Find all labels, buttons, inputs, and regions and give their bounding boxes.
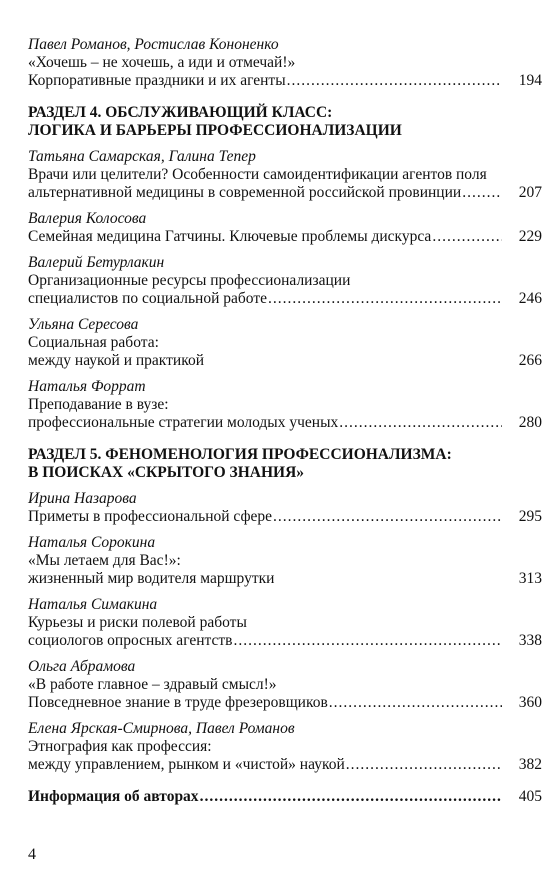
dot-leader: [339, 414, 502, 432]
table-of-contents: [28, 36, 542, 806]
entry-authors: Ольга Абрамова: [28, 658, 136, 675]
dot-leader: [273, 508, 502, 526]
entry-authors: Наталья Форрат: [28, 378, 146, 395]
toc-entry: [28, 534, 542, 588]
toc-entry: [28, 378, 542, 432]
entry-title-last-line: [28, 352, 542, 370]
toc-entry: [28, 490, 542, 526]
entry-authors: Ульяна Сересова: [28, 316, 139, 333]
entry-page-number: 246: [518, 290, 542, 307]
entry-page-number: 229: [518, 228, 542, 245]
section-heading: [28, 104, 542, 140]
entry-title-text: жизненный мир водителя маршрутки: [28, 570, 275, 587]
section-heading-line: РАЗДЕЛ 4. ОБСЛУЖИВАЮЩИЙ КЛАСС:: [28, 104, 333, 121]
entry-authors: Валерий Бетурлакин: [28, 254, 165, 271]
toc-entry: [28, 316, 542, 370]
entry-title-line: Социальная работа:: [28, 334, 159, 351]
entry-title-last-line: [28, 228, 542, 246]
toc-entry: [28, 658, 542, 712]
entry-page-number: 295: [518, 508, 542, 525]
entry-title-text: между наукой и практикой: [28, 352, 204, 369]
entry-authors: Павел Романов, Ростислав Кононенко: [28, 36, 279, 53]
entry-title-last-line: [28, 290, 542, 308]
entry-title-text: специалистов по социальной работе: [28, 290, 267, 307]
entry-title-line: Этнография как профессия:: [28, 738, 212, 755]
toc-entry: [28, 36, 542, 90]
entry-title-line: Организационные ресурсы профессионализации: [28, 272, 351, 289]
entry-title-text: социологов опросных агентств: [28, 632, 233, 649]
entry-title-text: между управлением, рынком и «чистой» наукой: [28, 756, 345, 773]
entry-page-number: 266: [518, 352, 542, 369]
dot-leader: [462, 184, 502, 202]
entry-title-last-line: [28, 72, 542, 90]
entry-title-last-line: [28, 694, 542, 712]
section-heading-line: ЛОГИКА И БАРЬЕРЫ ПРОФЕССИОНАЛИЗАЦИИ: [28, 122, 402, 139]
dot-leader: [233, 632, 502, 650]
entry-authors: Наталья Симакина: [28, 596, 158, 613]
entry-page-number: 194: [518, 72, 542, 89]
entry-title-text: профессиональные стратегии молодых ученых: [28, 414, 339, 431]
entry-page-number: 207: [518, 184, 542, 201]
entry-authors: Наталья Сорокина: [28, 534, 156, 551]
entry-authors: Татьяна Самарская, Галина Тепер: [28, 148, 256, 165]
entry-title-line: Врачи или целители? Особенности самоидентификации агентов поля: [28, 166, 487, 183]
dot-leader: [287, 72, 502, 90]
entry-title-line: Курьезы и риски полевой работы: [28, 614, 247, 631]
entry-title-text: Семейная медицина Гатчины. Ключевые проблемы дискурса: [28, 228, 432, 245]
toc-entry: [28, 596, 542, 650]
entry-page-number: 338: [518, 632, 542, 649]
entry-page-number: 280: [518, 414, 542, 431]
entry-page-number: 360: [518, 694, 542, 711]
dot-leader: [346, 756, 502, 774]
dot-leader: [432, 228, 502, 246]
dot-leader: [329, 694, 502, 712]
entry-title-text: Приметы в профессиональной сфере: [28, 508, 273, 525]
dot-leader: [200, 788, 502, 806]
entry-title-text: Корпоративные праздники и их агенты: [28, 72, 286, 89]
entry-title-text: альтернативной медицины в современной российской провинции: [28, 184, 462, 201]
dot-leader: [268, 290, 502, 308]
toc-entry: [28, 148, 542, 202]
entry-authors: Елена Ярская-Смирнова, Павел Романов: [28, 720, 295, 737]
section-heading-line: РАЗДЕЛ 5. ФЕНОМЕНОЛОГИЯ ПРОФЕССИОНАЛИЗМА:: [28, 446, 452, 463]
authors-info-entry: [28, 788, 542, 806]
entry-authors: Валерия Колосова: [28, 210, 147, 227]
entry-title-line: «В работе главное – здравый смысл!»: [28, 676, 277, 693]
entry-authors: Ирина Назарова: [28, 490, 137, 507]
authors-info-label: Информация об авторах: [28, 788, 199, 805]
entry-title-line: «Мы летаем для Вас!»:: [28, 552, 181, 569]
page-number: 4: [28, 846, 36, 863]
entry-title-last-line: [28, 632, 542, 650]
entry-title-last-line: [28, 570, 542, 588]
section-heading: [28, 446, 542, 482]
entry-page-number: 313: [518, 570, 542, 587]
entry-title-line: «Хочешь – не хочешь, а иди и отмечай!»: [28, 54, 296, 71]
entry-page-number: 382: [518, 756, 542, 773]
entry-title-last-line: [28, 756, 542, 774]
entry-title-last-line: [28, 184, 542, 202]
entry-title-text: Повседневное знание в труде фрезеровщиков: [28, 694, 328, 711]
toc-entry: [28, 254, 542, 308]
toc-entry: [28, 720, 542, 774]
entry-title-last-line: [28, 508, 542, 526]
section-heading-line: В ПОИСКАХ «СКРЫТОГО ЗНАНИЯ»: [28, 464, 305, 481]
toc-entry: [28, 210, 542, 246]
entry-title-line: Преподавание в вузе:: [28, 396, 169, 413]
entry-title-last-line: [28, 414, 542, 432]
entry-page-number: 405: [518, 788, 542, 805]
